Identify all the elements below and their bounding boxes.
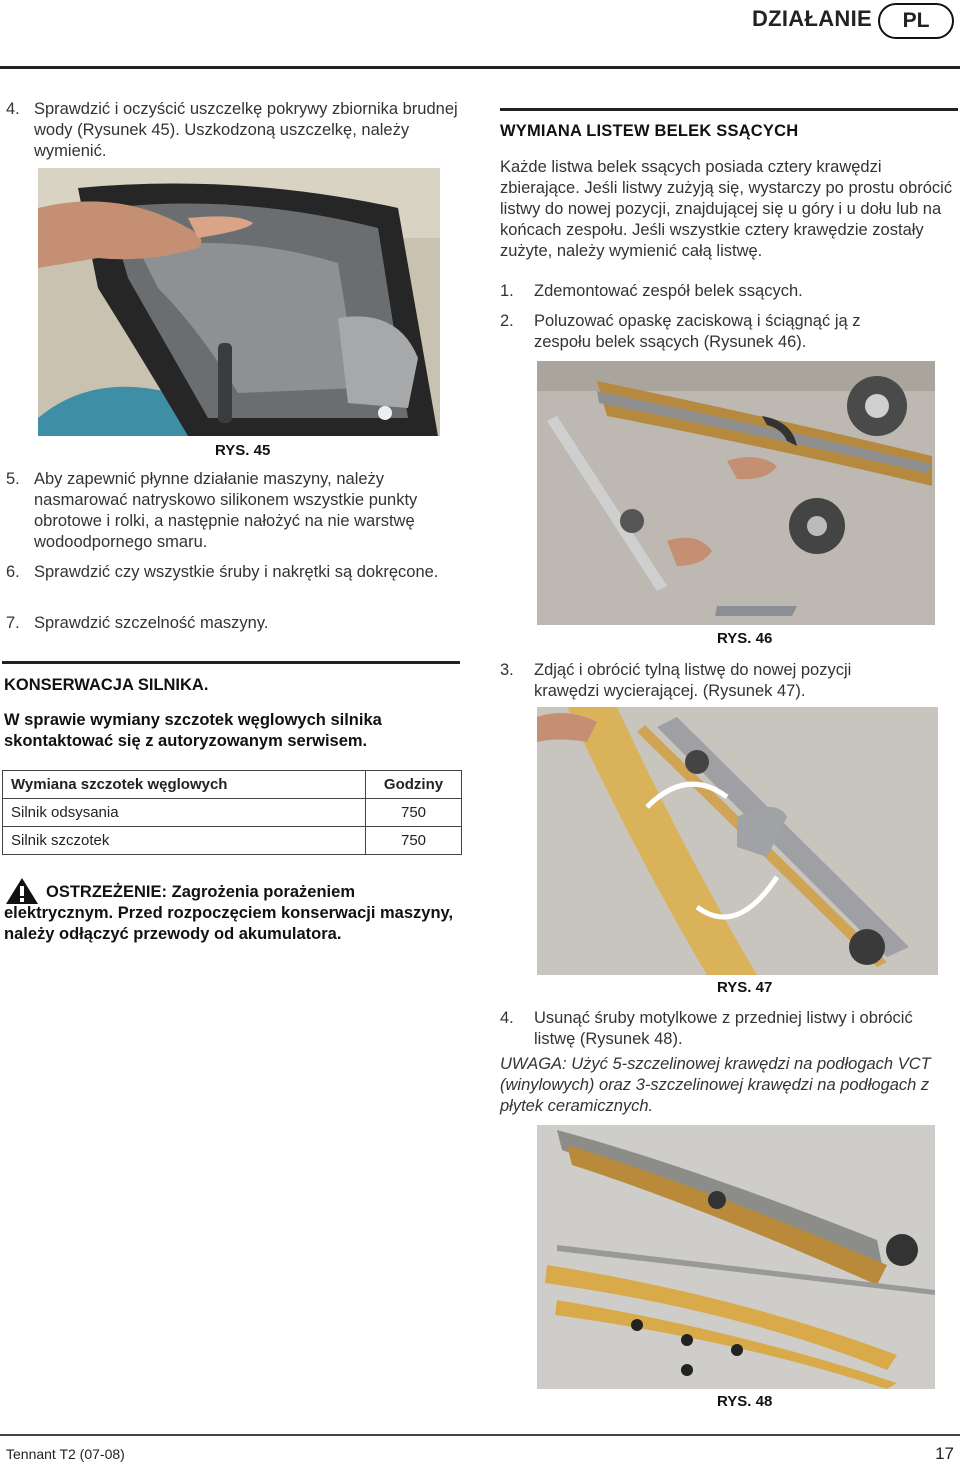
step-text: Sprawdzić szczelność maszyny. (34, 614, 269, 632)
step-5-left (6, 469, 466, 553)
step-number: 4. (500, 1009, 514, 1027)
step-text: Aby zapewnić płynne działanie maszyny, należy nasmarować natryskowo silikonem wszystkie punkty obrotowe i rolki, a następnie nałożyć na nie warstwę wodoodpornego smaru. (34, 470, 418, 551)
step-1-right (500, 281, 958, 302)
step-text: Sprawdzić i oczyścić uszczelkę pokrywy zbiornika brudnej wody (Rysunek 45). Uszkodzoną uszczelkę, należy wymienić. (34, 100, 458, 160)
step-text: Poluzować opaskę zaciskową i ściągnąć ją z zespołu belek ssących (Rysunek 46). (534, 312, 861, 351)
step-number: 3. (500, 661, 514, 679)
step-number: 4. (6, 100, 20, 118)
figure-48-caption: RYS. 48 (717, 1393, 773, 1410)
step-number: 1. (500, 282, 514, 300)
slot-edge-note: UWAGA: Użyć 5-szczelinowej krawędzi na podłogach VCT (winylowych) oraz 3-szczelinowej krawędzi na podłogach z płytek ceramicznych. (500, 1055, 931, 1115)
figure-47-caption: RYS. 47 (717, 979, 773, 996)
section-rule (500, 108, 958, 111)
table-cell: 750 (366, 827, 462, 855)
motor-maintenance-heading: KONSERWACJA SILNIKA. (4, 676, 209, 694)
warning-label: OSTRZEŻENIE: (46, 883, 168, 901)
footer-rule (0, 1434, 960, 1436)
table-header-cell: Godziny (366, 771, 462, 799)
header-rule (0, 66, 960, 69)
step-number: 6. (6, 563, 20, 581)
figure-46-photo (537, 361, 935, 625)
step-number: 7. (6, 614, 20, 632)
step-6-left (6, 562, 466, 583)
figure-48-photo (537, 1125, 935, 1389)
figure-46-caption: RYS. 46 (717, 630, 773, 647)
warning-text: elektrycznym. Przed rozpoczęciem konserwacji maszyny, należy odłączyć przewody od akumulatora. (4, 904, 454, 943)
table-cell: Silnik szczotek (3, 827, 366, 855)
step-3-right (500, 660, 920, 702)
table-cell: Silnik odsysania (3, 799, 366, 827)
document-id: Tennant T2 (07-08) (6, 1446, 125, 1462)
step-text: Zdjąć i obrócić tylną listwę do nowej pozycji krawędzi wycierającej. (Rysunek 47). (534, 661, 852, 700)
section-rule (2, 661, 460, 664)
electrical-warning (4, 882, 462, 945)
step-text: Usunąć śruby motylkowe z przedniej listwy i obrócić listwę (Rysunek 48). (534, 1009, 913, 1048)
table-cell: 750 (366, 799, 462, 827)
step-4-left (6, 99, 466, 162)
warning-first-line: Zagrożenia porażeniem (171, 883, 355, 901)
table-row (3, 799, 462, 827)
squeegee-blade-heading: WYMIANA LISTEW BELEK SSĄCYCH (500, 122, 799, 140)
carbon-brush-table (2, 770, 462, 855)
table-header-row (3, 771, 462, 799)
table-header-cell: Wymiana szczotek węglowych (3, 771, 366, 799)
step-7-left (6, 613, 466, 634)
page-number: 17 (935, 1444, 954, 1463)
table-row (3, 827, 462, 855)
language-badge: PL (878, 3, 954, 39)
step-text: Zdemontować zespół belek ssących. (534, 282, 803, 300)
step-text: Sprawdzić czy wszystkie śruby i nakrętki są dokręcone. (34, 563, 439, 581)
figure-45-caption: RYS. 45 (215, 442, 271, 459)
step-number: 5. (6, 470, 20, 488)
step-2-right (500, 311, 920, 353)
step-4-right (500, 1008, 920, 1050)
motor-service-note: W sprawie wymiany szczotek węglowych silnika skontaktować się z autoryzowanym serwisem. (4, 711, 382, 750)
figure-45-photo (38, 168, 440, 436)
step-number: 2. (500, 312, 514, 330)
page-section-title: DZIAŁANIE (751, 6, 872, 31)
figure-47-photo (537, 707, 938, 975)
squeegee-intro: Każde listwa belek ssących posiada cztery krawędzi zbierające. Jeśli listwy zużyją się, wystarczy po prostu obrócić listwy do nowej pozycji, znajdującej się u góry i u dołu lub na końcach zespołu. Jeśli wszystkie cztery krawędzie zostały zużyte, należy wymienić całą listwę. (500, 158, 953, 260)
